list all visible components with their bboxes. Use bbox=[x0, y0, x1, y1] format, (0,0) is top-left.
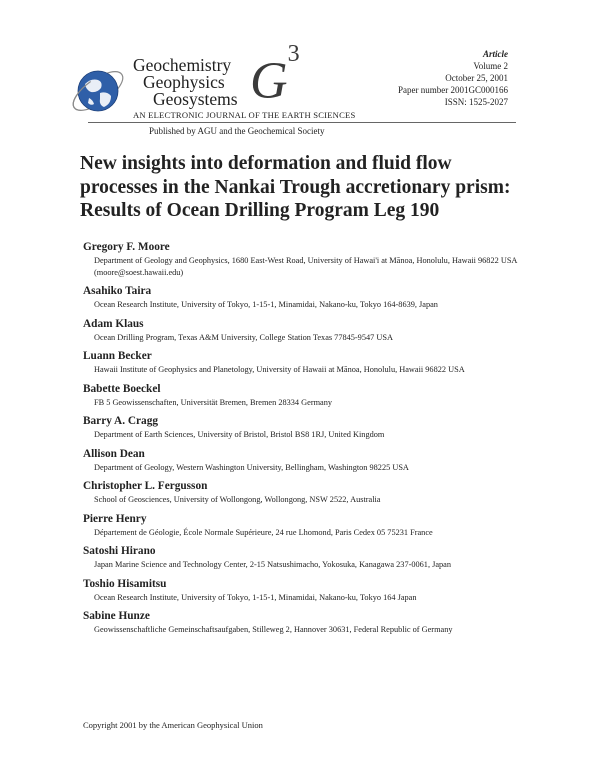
author-entry bbox=[83, 285, 523, 311]
author-entry bbox=[83, 513, 523, 539]
article-title: New insights into deformation and fluid flow processes in the Nankai Trough accretionary prism: Results of Ocean Drilling Program Leg 190 bbox=[80, 153, 511, 221]
author-entry bbox=[83, 350, 523, 376]
author-entry bbox=[83, 578, 523, 604]
author-entry bbox=[83, 480, 523, 506]
issn: ISSN: 1525-2027 bbox=[444, 97, 508, 107]
author-name: Barry A. Cragg bbox=[83, 415, 158, 427]
author-entry bbox=[83, 448, 523, 474]
author-affiliation: Geowissenschaftliche Gemeinschaftsaufgaben, Stilleweg 2, Hannover 30631, Federal Republic of Germany bbox=[94, 625, 453, 634]
author-name: Allison Dean bbox=[83, 447, 145, 460]
author-affiliation: Department of Geology, Western Washington University, Bellingham, Washington 98225 USA bbox=[94, 462, 409, 472]
author-affiliation: Ocean Research Institute, University of Tokyo, 1-15-1, Minamidai, Nakano-ku, Tokyo 164-8639, Japan bbox=[94, 300, 438, 309]
journal-name-line1: Geochemistry bbox=[133, 55, 232, 75]
author-affiliation: Département de Géologie, École Normale Supérieure, 24 rue Lhomond, Paris Cedex 05 75231 France bbox=[94, 527, 433, 537]
author-list bbox=[83, 241, 523, 643]
author-entry bbox=[83, 610, 523, 636]
author-entry bbox=[83, 415, 523, 441]
author-name: Sabine Hunze bbox=[83, 610, 150, 622]
author-name: Luann Becker bbox=[83, 350, 152, 362]
author-name: Adam Klaus bbox=[83, 317, 144, 330]
volume: Volume 2 bbox=[473, 61, 508, 71]
g3-logo bbox=[250, 41, 300, 110]
journal-tagline: AN ELECTRONIC JOURNAL OF THE EARTH SCIENCES bbox=[133, 110, 356, 120]
paper-number: Paper number 2001GC000166 bbox=[398, 85, 508, 95]
author-name: Pierre Henry bbox=[83, 512, 147, 525]
author-entry bbox=[83, 383, 523, 409]
author-name: Toshio Hisamitsu bbox=[83, 577, 167, 590]
article-type: Article bbox=[483, 49, 508, 59]
g3-letter: G bbox=[250, 52, 288, 110]
article-meta bbox=[398, 48, 508, 108]
author-name: Babette Boeckel bbox=[83, 382, 161, 395]
publication-date: October 25, 2001 bbox=[445, 73, 508, 83]
copyright-notice: Copyright 2001 by the American Geophysical Union bbox=[83, 720, 263, 730]
author-name: Satoshi Hirano bbox=[83, 545, 156, 557]
journal-name bbox=[133, 57, 238, 108]
author-affiliation: Department of Earth Sciences, University of Bristol, Bristol BS8 1RJ, United Kingdom bbox=[94, 430, 385, 439]
author-affiliation: Japan Marine Science and Technology Center, 2-15 Natsushimacho, Yokosuka, Kanagawa 237-0061, Japan bbox=[94, 560, 451, 569]
author-entry bbox=[83, 545, 523, 571]
header-rule bbox=[88, 122, 516, 123]
author-affiliation: Ocean Research Institute, University of Tokyo, 1-15-1, Minamidai, Nakano-ku, Tokyo 164 Japan bbox=[94, 592, 417, 602]
author-affiliation: Ocean Drilling Program, Texas A&M University, College Station Texas 77845-9547 USA bbox=[94, 332, 393, 342]
author-name: Christopher L. Fergusson bbox=[83, 480, 208, 492]
journal-name-line2: Geophysics bbox=[143, 72, 225, 92]
author-name: Gregory F. Moore bbox=[83, 241, 170, 253]
author-affiliation: School of Geosciences, University of Wollongong, Wollongong, NSW 2522, Australia bbox=[94, 495, 381, 504]
g3-superscript: 3 bbox=[287, 41, 300, 67]
globe-icon bbox=[67, 60, 129, 122]
author-entry bbox=[83, 241, 523, 278]
journal-name-line3: Geosystems bbox=[153, 89, 238, 109]
published-by: Published by AGU and the Geochemical Society bbox=[149, 126, 325, 136]
author-entry bbox=[83, 318, 523, 344]
author-name: Asahiko Taira bbox=[83, 285, 152, 297]
author-affiliation: Hawaii Institute of Geophysics and Planetology, University of Hawaii at Mānoa, Honolulu, Hawaii 96822 USA bbox=[94, 365, 465, 374]
author-affiliation: Department of Geology and Geophysics, 1680 East-West Road, University of Hawai'i at Mānoa, Honolulu, Hawaii 96822 USA (moore@soest.hawaii.edu) bbox=[94, 256, 517, 277]
author-affiliation: FB 5 Geowissenschaften, Universität Bremen, Bremen 28334 Germany bbox=[94, 397, 333, 407]
